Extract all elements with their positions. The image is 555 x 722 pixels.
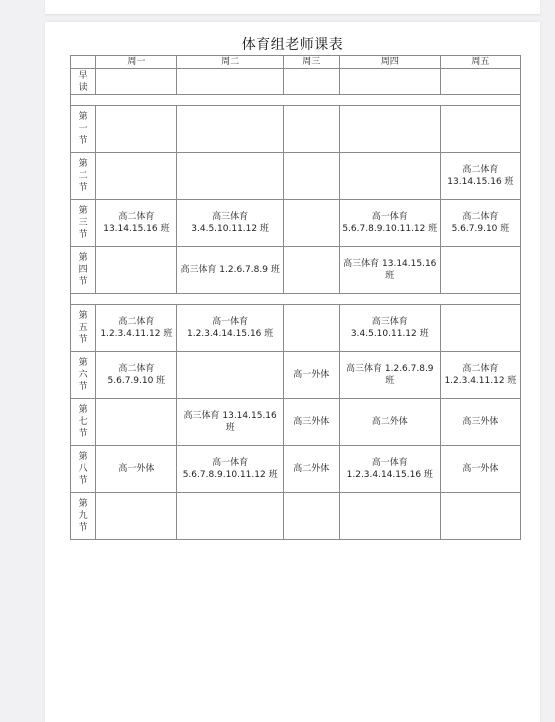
schedule-cell <box>339 352 440 399</box>
schedule-cell <box>339 493 440 540</box>
cell-text: 高一外体 <box>118 464 155 474</box>
schedule-cell <box>177 446 283 493</box>
schedule-body <box>71 69 521 540</box>
period-label: 第二节 <box>78 159 88 193</box>
cell-text: 高二体育 13.14.15.16 班 <box>103 212 170 234</box>
period-label: 第八节 <box>78 452 88 486</box>
cell-text: 高二体育 1.2.3.4.11.12 班 <box>100 317 173 339</box>
table-row <box>71 106 521 153</box>
schedule-cell <box>283 305 339 352</box>
schedule-cell <box>177 352 283 399</box>
schedule-cell <box>440 200 520 247</box>
table-row <box>71 247 521 294</box>
schedule-cell <box>96 446 177 493</box>
schedule-cell <box>440 247 520 294</box>
cell-text: 高一体育 5.6.7.8.9.10.11.12 班 <box>182 458 278 480</box>
schedule-cell <box>440 106 520 153</box>
schedule-cell <box>283 352 339 399</box>
separator-cell <box>71 95 521 106</box>
schedule-cell <box>96 153 177 200</box>
schedule-cell <box>177 153 283 200</box>
schedule-cell <box>96 352 177 399</box>
cell-text: 高三体育 3.4.5.10.11.12 班 <box>350 317 429 339</box>
cell-text: 高二体育 5.6.7.9.10 班 <box>451 212 510 234</box>
schedule-cell <box>283 446 339 493</box>
table-row <box>71 69 521 95</box>
cell-text: 高二外体 <box>293 464 330 474</box>
schedule-cell <box>177 493 283 540</box>
period-label-cell <box>71 106 96 153</box>
schedule-cell <box>177 69 283 95</box>
cell-text: 高一体育 5.6.7.8.9.10.11.12 班 <box>342 212 438 234</box>
table-row <box>71 446 521 493</box>
schedule-cell <box>96 200 177 247</box>
cell-text: 高一外体 <box>293 370 330 380</box>
schedule-cell <box>177 247 283 294</box>
separator-row <box>71 95 521 106</box>
schedule-cell <box>440 153 520 200</box>
schedule-table <box>70 55 521 540</box>
cell-text: 高三外体 <box>462 417 499 427</box>
table-row <box>71 493 521 540</box>
period-label: 第六节 <box>78 358 88 392</box>
cell-text: 高二体育 5.6.7.9.10 班 <box>107 364 166 386</box>
schedule-cell <box>177 200 283 247</box>
cell-text: 高二体育 1.2.3.4.11.12 班 <box>444 364 517 386</box>
schedule-cell <box>283 247 339 294</box>
corner-cell <box>71 56 96 69</box>
day-header: 周一 <box>96 56 177 69</box>
schedule-cell <box>283 153 339 200</box>
cell-text: 高三体育 13.14.15.16 班 <box>183 411 277 433</box>
schedule-cell <box>339 399 440 446</box>
separator-row <box>71 294 521 305</box>
schedule-cell <box>96 106 177 153</box>
period-label-cell <box>71 200 96 247</box>
schedule-cell <box>339 247 440 294</box>
table-row <box>71 352 521 399</box>
schedule-cell <box>283 399 339 446</box>
period-label: 第九节 <box>78 499 88 533</box>
period-label: 早读 <box>78 70 88 93</box>
schedule-cell <box>339 106 440 153</box>
separator-cell <box>71 294 521 305</box>
schedule-cell <box>96 69 177 95</box>
schedule-cell <box>283 69 339 95</box>
table-row <box>71 399 521 446</box>
day-header: 周五 <box>440 56 520 69</box>
schedule-cell <box>440 69 520 95</box>
table-row <box>71 305 521 352</box>
period-label-cell <box>71 153 96 200</box>
cell-text: 高二外体 <box>371 417 408 427</box>
period-label: 第四节 <box>78 253 88 287</box>
schedule-cell <box>96 493 177 540</box>
period-label-cell <box>71 305 96 352</box>
schedule-cell <box>440 493 520 540</box>
schedule-cell <box>283 493 339 540</box>
table-row <box>71 153 521 200</box>
schedule-cell <box>339 446 440 493</box>
schedule-cell <box>440 305 520 352</box>
schedule-cell <box>440 352 520 399</box>
cell-text: 高二体育 13.14.15.16 班 <box>447 165 514 187</box>
period-label-cell <box>71 399 96 446</box>
cell-text: 高三体育 13.14.15.16 班 <box>343 259 437 281</box>
header-row <box>71 56 521 69</box>
period-label-cell <box>71 493 96 540</box>
schedule-cell <box>339 305 440 352</box>
day-header: 周三 <box>283 56 339 69</box>
day-header: 周二 <box>177 56 283 69</box>
document-page <box>45 22 540 722</box>
previous-page-edge <box>45 0 540 14</box>
schedule-cell <box>339 200 440 247</box>
schedule-cell <box>177 305 283 352</box>
cell-text: 高一体育 1.2.3.4.14.15.16 班 <box>186 317 274 339</box>
cell-text: 高三体育 3.4.5.10.11.12 班 <box>191 212 269 234</box>
cell-text: 高一外体 <box>462 464 499 474</box>
schedule-cell <box>283 106 339 153</box>
page-title: 体育组老师课表 <box>241 37 344 53</box>
period-label: 第七节 <box>78 405 88 439</box>
schedule-cell <box>177 106 283 153</box>
period-label: 第五节 <box>78 311 88 345</box>
cell-text: 高三体育 1.2.6.7.8.9 班 <box>346 364 434 386</box>
period-label: 第一节 <box>78 112 88 146</box>
period-label-cell <box>71 446 96 493</box>
period-label-cell <box>71 352 96 399</box>
schedule-cell <box>177 399 283 446</box>
schedule-cell <box>283 200 339 247</box>
schedule-cell <box>96 305 177 352</box>
period-label-cell <box>71 247 96 294</box>
period-label-cell <box>71 69 96 95</box>
cell-text: 高一体育 1.2.3.4.14.15.16 班 <box>346 458 433 480</box>
schedule-cell <box>339 69 440 95</box>
cell-text: 高三体育 1.2.6.7.8.9 班 <box>180 265 280 275</box>
table-row <box>71 200 521 247</box>
period-label: 第三节 <box>78 206 88 240</box>
schedule-cell <box>440 446 520 493</box>
schedule-cell <box>440 399 520 446</box>
cell-text: 高三外体 <box>293 417 330 427</box>
day-header: 周四 <box>339 56 440 69</box>
schedule-cell <box>96 247 177 294</box>
schedule-cell <box>339 153 440 200</box>
schedule-cell <box>96 399 177 446</box>
